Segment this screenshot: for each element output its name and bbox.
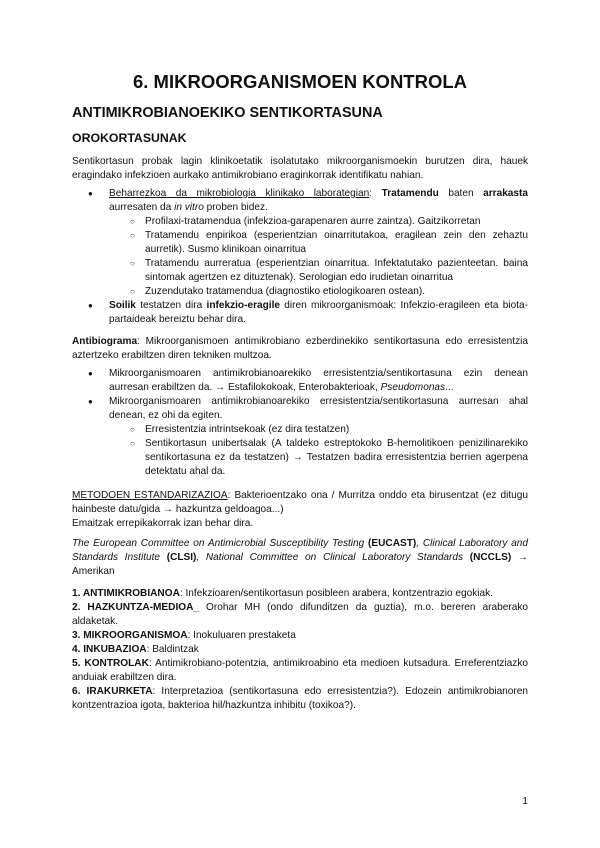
step-item: 2. HAZKUNTZA-MEDIOA_ Orohar MH (ondo difunditzen da guztia), m.o. bereren araberako aldaketak. [72, 602, 528, 627]
list-item: ○ Erresistentzia intrintsekoak (ez dira testatzen) [109, 423, 528, 437]
subheading: OROKORTASUNAK [72, 131, 187, 145]
step-item: 4. INKUBAZIOA: Baldintzak [72, 644, 199, 655]
list-item: ○ Sentikortasun unibertsalak (A taldeko estreptokoko B-hemolitikoen penizilinarekiko sentikortasuna ez da testatzen) → Testatzen badira erresistentzia berrien agerpena detektatu ahal da. [109, 437, 528, 479]
committee-paragraph: The European Committee on Antimicrobial Susceptibility Testing (EUCAST), Clinical Laboratory and Standards Institute (CLSI), National Committee on Clinical Laboratory Standards (NCCLS) → Amerikan [72, 538, 528, 577]
antibiograma-paragraph: Antibiograma: Mikroorganismoen antimikrobiano ezberdinekiko sentikortasuna edo erresistentzia aztertzeko erabiltzen diren tekniken multzoa. [72, 336, 528, 361]
list-item: ● Mikroorganismoaren antimikrobianoarekiko erresistentzia/sentikortasuna ezin denean aurresan erabiltzen da. → Estafilokokoak, Enterobakterioak, Pseudomonas... [72, 367, 528, 395]
list-item: ○ Tratamendu aurreratua (esperientzian oinarritua. Infektatutako pazienteetan. baina sintomak agertzen ez dituztenak). Serologian edo irudietan oinarritua [109, 257, 528, 285]
list-item: ○ Profilaxi-tratamendua (infekzioa-garapenaren aurre zaintza). Gaitzikorretan [109, 215, 528, 229]
general-list [72, 187, 528, 327]
standardization-line: Emaitzak errepikakorrak izan behar dira. [72, 518, 254, 529]
step-item: 1. ANTIMIKROBIANOA: Infekzioaren/sentikortasun posibleen arabera, kontzentrazio egokiak. [72, 588, 493, 599]
standardization-paragraph: METODOEN ESTANDARIZAZIOA: Bakterioentzako ona / Murritza onddo eta birusentzat (ez ditugu hainbeste datu/gida → hazkuntza geldoagoa...) [72, 490, 528, 515]
step-item: 6. IRAKURKETA: Interpretazioa (sentikortasuna edo erresistentzia?). Edozein antimikrobianoren kontzentrazioa igota, bakterioa hil/hazkuntza inhibitu (toxikoa?). [72, 686, 528, 711]
resistance-list [109, 423, 528, 479]
section-heading: ANTIMIKROBIANOEKIKO SENTIKORTASUNA [72, 105, 383, 121]
step-item: 5. KONTROLAK: Antimikrobiano-potentzia, antimikroabino eta medioen kutsadura. Erreferentziazko anduiak erabiltzen dira. [72, 658, 528, 683]
list-item: ● Soilik testatzen dira infekzio-eragile diren mikroorganismoak: Infekzio-eragileen eta biota-partaideak bereiztu behar dira. [72, 299, 528, 327]
page-title: 6. MIKROORGANISMOEN KONTROLA [132, 71, 468, 92]
treatment-list [109, 215, 528, 299]
list-item: ○ Zuzendutako tratamendua (diagnostiko etiologikoaren ostean). [109, 285, 528, 299]
step-item: 3. MIKROORGANISMOA: Inokuluaren prestaketa [72, 630, 296, 641]
list-item: ○ Tratamendu enpirikoa (esperientzian oinarritutakoa, eragilean zein den zehaztu aurretik). Susmo klinikoan oinarritua [109, 229, 528, 257]
page-number: 1 [522, 796, 528, 807]
antibiograma-list [72, 367, 528, 479]
document-page [72, 70, 528, 713]
steps-list [72, 587, 528, 713]
list-item: ● Beharrezkoa da mikrobiologia klinikako laborategian: Tratamendu baten arrakasta aurresaten da in vitro proben bidez. ○ Profilaxi-tratamendua (infekzioa-garapenaren aurre zaintza). Gaitzikorretan ○ Tratamendu enpirikoa (esperientzian oinarritutakoa, eragilean zein den zehaztu aurretik). Susmo klinikoan oinarritua ○ Tratamendu aurreratua (esperientzian oinarritua. Infektatutako pazienteetan. baina sintomak agertzen ez dituztenak). Serologian edo irudietan oinarritua ○ Zuzendutako tratamendua (diagnostiko etiologikoaren ostean). [72, 187, 528, 299]
list-item: ● Mikroorganismoaren antimikrobianoarekiko erresistentzia/sentikortasuna aurresan ahal denean, ez ohi da egiten. ○ Erresistentzia intrintsekoak (ez dira testatzen) ○ Sentikortasun unibertsalak (A taldeko estreptokoko B-hemolitikoen penizilinarekiko sentikortasuna ez da testatzen) → Testatzen badira erresistentzia berrien agerpena detektatu ahal da. [72, 395, 528, 479]
intro-paragraph: Sentikortasun probak lagin klinikoetatik isolatutako mikroorganismoekin burutzen dira, hauek eragindako infekzioen aurkako antimikrobiano eraginkorrak identifikatu nahian. [72, 156, 528, 181]
